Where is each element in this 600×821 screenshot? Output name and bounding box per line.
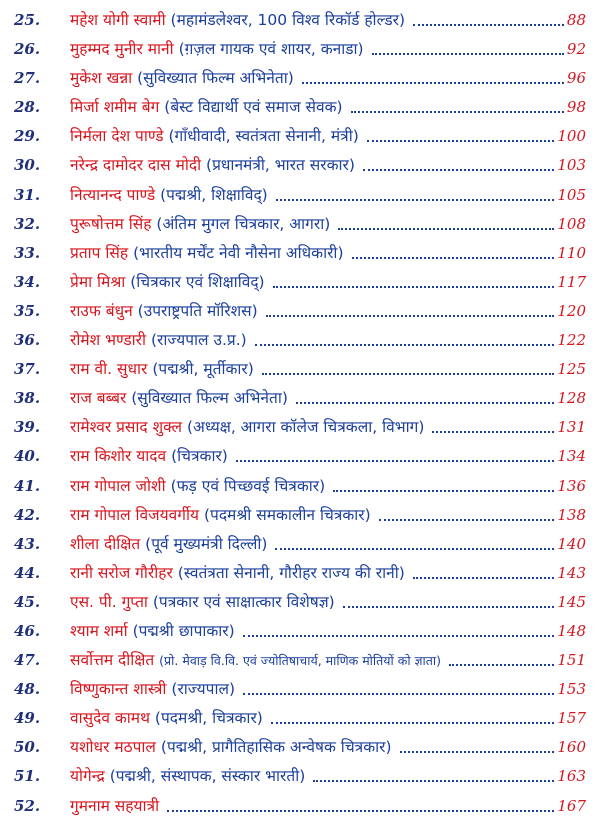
entry-name: प्रताप सिंह (70, 243, 129, 262)
dot-leader (352, 257, 555, 259)
toc-entry (0, 530, 600, 559)
entry-number: 36. (14, 331, 41, 350)
toc-entry (0, 35, 600, 64)
entry-name: राउफ बंधुन (70, 301, 133, 320)
entry-number: 32. (14, 214, 41, 233)
entry-text (70, 762, 500, 791)
toc-entry (0, 181, 600, 210)
entry-name: राम गोपाल विजयवर्गीय (70, 505, 200, 524)
entry-number: 41. (14, 476, 41, 495)
toc-entry (0, 6, 600, 35)
entry-text (70, 675, 500, 704)
entry-number: 38. (14, 389, 41, 408)
entry-name: रानी सरोज गौरीहर (70, 563, 173, 582)
dot-leader (400, 751, 555, 753)
entry-number: 28. (14, 98, 41, 117)
entry-description: (पद्मश्री, शिक्षाविद्) (160, 185, 268, 204)
entry-number: 30. (14, 156, 41, 175)
toc-entry (0, 559, 600, 588)
toc-entry (0, 733, 600, 762)
entry-page-number: 136 (557, 476, 586, 495)
entry-name: गुमनाम सहयात्री (70, 796, 160, 815)
entry-text (70, 530, 500, 559)
entry-text (70, 64, 500, 93)
entry-description: (स्वतंत्रता सेनानी, गौरीहर राज्य की रानी) (177, 563, 405, 582)
entry-page-number: 145 (557, 592, 586, 611)
dot-leader (236, 460, 555, 462)
entry-text (70, 413, 500, 442)
toc-entry (0, 210, 600, 239)
toc-entry (0, 588, 600, 617)
dot-leader (243, 635, 555, 637)
entry-description: (पूर्व मुख्यमंत्री दिल्ली) (145, 534, 268, 553)
entry-text (70, 646, 500, 675)
toc-entry (0, 704, 600, 733)
entry-page-number: 122 (557, 331, 586, 350)
toc-entry (0, 268, 600, 297)
entry-name: पुरूषोत्तम सिंह (70, 214, 152, 233)
entry-number: 35. (14, 301, 41, 320)
entry-number: 47. (14, 651, 41, 670)
dot-leader (275, 548, 554, 550)
entry-page-number: 103 (557, 156, 586, 175)
entry-description: (राज्यपाल उ.प्र.) (150, 331, 247, 350)
entry-page-number: 131 (557, 418, 586, 437)
dot-leader (413, 577, 555, 579)
entry-text (70, 239, 500, 268)
entry-name: मुहम्मद मुनीर मानी (70, 40, 174, 59)
entry-description: (पद्मश्री छापाकार) (132, 621, 235, 640)
dot-leader (351, 111, 564, 113)
entry-description: (पदमश्री, चित्रकार) (154, 709, 263, 728)
entry-text (70, 442, 500, 471)
dot-leader (276, 199, 555, 201)
entry-name: महेश योगी स्वामी (70, 11, 166, 29)
entry-name: नरेन्द्र दामोदर दास मोदी (70, 156, 202, 175)
entry-page-number: 160 (557, 738, 586, 757)
entry-page-number: 120 (557, 301, 586, 320)
toc-entry (0, 472, 600, 501)
toc-entry (0, 93, 600, 122)
entry-text (70, 472, 500, 501)
entry-page-number: 100 (557, 127, 586, 146)
entry-page-number: 163 (557, 767, 586, 786)
entry-name: रोमेश भण्डारी (70, 331, 147, 350)
entry-name: राज बब्बर (70, 389, 127, 408)
toc-entry (0, 617, 600, 646)
dot-leader (167, 810, 554, 812)
entry-number: 25. (14, 11, 41, 29)
entry-page-number: 98 (566, 98, 586, 117)
dot-leader (313, 780, 554, 782)
dot-leader (333, 490, 554, 492)
entry-page-number: 110 (557, 243, 586, 262)
entry-name: सर्वोत्तम दीक्षित (70, 651, 155, 670)
entry-name: श्याम शर्मा (70, 621, 128, 640)
entry-number: 48. (14, 680, 41, 699)
entry-description: (बेस्ट विद्यार्थी एवं समाज सेवक) (164, 98, 343, 117)
entry-description: (सुविख्यात फिल्म अभिनेता) (137, 69, 294, 88)
entry-name: वासुदेव कामथ (70, 709, 150, 728)
entry-page-number: 128 (557, 389, 586, 408)
entry-description: (पद्मश्री, प्रागैतिहासिक अन्वेषक चित्रकार) (160, 738, 392, 757)
entry-description: (पद्मश्री, संस्थापक, संस्कार भारती) (109, 767, 306, 786)
entry-page-number: 88 (566, 11, 586, 29)
dot-leader (413, 24, 564, 26)
toc-entry (0, 413, 600, 442)
entry-name: शीला दीक्षित (70, 534, 141, 553)
entry-text (70, 617, 500, 646)
dot-leader (266, 315, 555, 317)
entry-number: 43. (14, 534, 41, 553)
entry-name: रामेश्वर प्रसाद शुक्ल (70, 418, 183, 437)
toc-entry (0, 64, 600, 93)
entry-number: 26. (14, 40, 41, 59)
entry-text (70, 501, 500, 530)
entry-description: (चित्रकार) (171, 447, 228, 466)
table-of-contents (0, 6, 600, 821)
toc-entry (0, 384, 600, 413)
entry-text (70, 268, 500, 297)
entry-page-number: 105 (557, 185, 586, 204)
entry-text (70, 588, 500, 617)
toc-entry (0, 326, 600, 355)
entry-text (70, 326, 500, 355)
entry-page-number: 125 (557, 360, 586, 379)
entry-text (70, 559, 500, 588)
entry-description: (प्रो. मेवाड़ वि.वि. एवं ज्योतिषाचार्य, माणिक मोतियों को ज्ञाता) (159, 653, 442, 669)
entry-number: 37. (14, 360, 41, 379)
entry-page-number: 117 (557, 272, 586, 291)
entry-description: (महामंडलेश्वर, 100 विश्व रिकॉर्ड होल्डर) (170, 11, 406, 29)
entry-description: (चित्रकार एवं शिक्षाविद्) (130, 272, 265, 291)
entry-page-number: 153 (557, 680, 586, 699)
entry-number: 33. (14, 243, 41, 262)
dot-leader (243, 693, 554, 695)
entry-number: 49. (14, 709, 41, 728)
entry-number: 40. (14, 447, 41, 466)
entry-number: 51. (14, 767, 41, 786)
entry-text (70, 733, 500, 762)
toc-entry (0, 239, 600, 268)
toc-entry (0, 355, 600, 384)
entry-number: 31. (14, 185, 41, 204)
toc-entry (0, 675, 600, 704)
entry-page-number: 96 (566, 69, 586, 88)
entry-name: एस. पी. गुप्ता (70, 592, 148, 611)
dot-leader (271, 722, 555, 724)
entry-description: (गाँधीवादी, स्वतंत्रता सेनानी, मंत्री) (168, 127, 359, 146)
entry-page-number: 148 (557, 621, 586, 640)
entry-name: राम गोपाल जोशी (70, 476, 166, 495)
entry-text (70, 210, 500, 239)
entry-page-number: 108 (557, 214, 586, 233)
entry-text (70, 704, 500, 733)
entry-name: नित्यानन्द पाण्डे (70, 185, 156, 204)
entry-text (70, 181, 500, 210)
toc-entry (0, 646, 600, 675)
dot-leader (449, 664, 554, 666)
entry-page-number: 167 (557, 796, 586, 815)
entry-description: (फड़ एवं पिच्छवई चित्रकार) (170, 476, 326, 495)
entry-text (70, 35, 500, 64)
entry-page-number: 134 (557, 447, 586, 466)
entry-page-number: 157 (557, 709, 586, 728)
entry-description: (सुविख्यात फिल्म अभिनेता) (131, 389, 288, 408)
entry-description: (राज्यपाल) (171, 680, 236, 699)
entry-number: 42. (14, 505, 41, 524)
entry-description: (भारतीय मर्चेंट नेवी नौसेना अधिकारी) (133, 243, 344, 262)
entry-name: विष्णुकान्त शास्त्री (70, 680, 167, 699)
entry-number: 45. (14, 592, 41, 611)
dot-leader (273, 286, 555, 288)
entry-number: 46. (14, 621, 41, 640)
toc-entry (0, 122, 600, 151)
entry-name: यशोधर मठपाल (70, 738, 156, 757)
entry-text (70, 792, 500, 821)
toc-entry (0, 762, 600, 791)
entry-number: 50. (14, 738, 41, 757)
entry-description: (उपराष्ट्रपति मॉरिशस) (137, 301, 258, 320)
toc-entry (0, 501, 600, 530)
toc-entry (0, 297, 600, 326)
dot-leader (363, 169, 554, 171)
entry-name: राम किशोर यादव (70, 447, 167, 466)
dot-leader (372, 53, 564, 55)
dot-leader (262, 373, 555, 375)
entry-name: मुकेश खन्ना (70, 69, 133, 88)
entry-text (70, 6, 500, 35)
dot-leader (343, 606, 555, 608)
dot-leader (432, 431, 554, 433)
entry-number: 39. (14, 418, 41, 437)
dot-leader (367, 140, 555, 142)
entry-page-number: 151 (557, 651, 586, 670)
entry-text (70, 355, 500, 384)
entry-number: 44. (14, 563, 41, 582)
entry-description: (पदमश्री समकालीन चित्रकार) (203, 505, 371, 524)
entry-name: योगेन्द्र (70, 767, 105, 786)
entry-description: (अध्यक्ष, आगरा कॉलेज चित्रकला, विभाग) (187, 418, 425, 437)
dot-leader (302, 82, 564, 84)
entry-number: 27. (14, 69, 41, 88)
entry-description: (प्रधानमंत्री, भारत सरकार) (206, 156, 355, 175)
dot-leader (255, 344, 555, 346)
entry-name: निर्मला देश पाण्डे (70, 127, 164, 146)
entry-page-number: 140 (557, 534, 586, 553)
entry-text (70, 384, 500, 413)
dot-leader (296, 402, 554, 404)
dot-leader (379, 519, 555, 521)
entry-number: 52. (14, 796, 41, 815)
entry-number: 29. (14, 127, 41, 146)
entry-name: राम वी. सुधार (70, 360, 148, 379)
toc-entry (0, 442, 600, 471)
toc-entry (0, 151, 600, 180)
entry-name: प्रेमा मिश्रा (70, 272, 126, 291)
entry-description: (पद्मश्री, मूर्तीकार) (152, 360, 254, 379)
entry-description: (ग़ज़ल गायक एवं शायर, कनाडा) (178, 40, 364, 59)
entry-description: (अंतिम मुगल चित्रकार, आगरा) (156, 214, 331, 233)
entry-text (70, 122, 500, 151)
entry-name: मिर्जा शमीम बेग (70, 98, 160, 117)
entry-text (70, 151, 500, 180)
entry-number: 34. (14, 272, 41, 291)
entry-page-number: 143 (557, 563, 586, 582)
entry-page-number: 138 (557, 505, 586, 524)
entry-text (70, 297, 500, 326)
entry-description: (पत्रकार एवं साक्षात्कार विशेषज्ञ) (152, 592, 335, 611)
entry-text (70, 93, 500, 122)
toc-entry (0, 792, 600, 821)
dot-leader (338, 228, 554, 230)
entry-page-number: 92 (566, 40, 586, 59)
